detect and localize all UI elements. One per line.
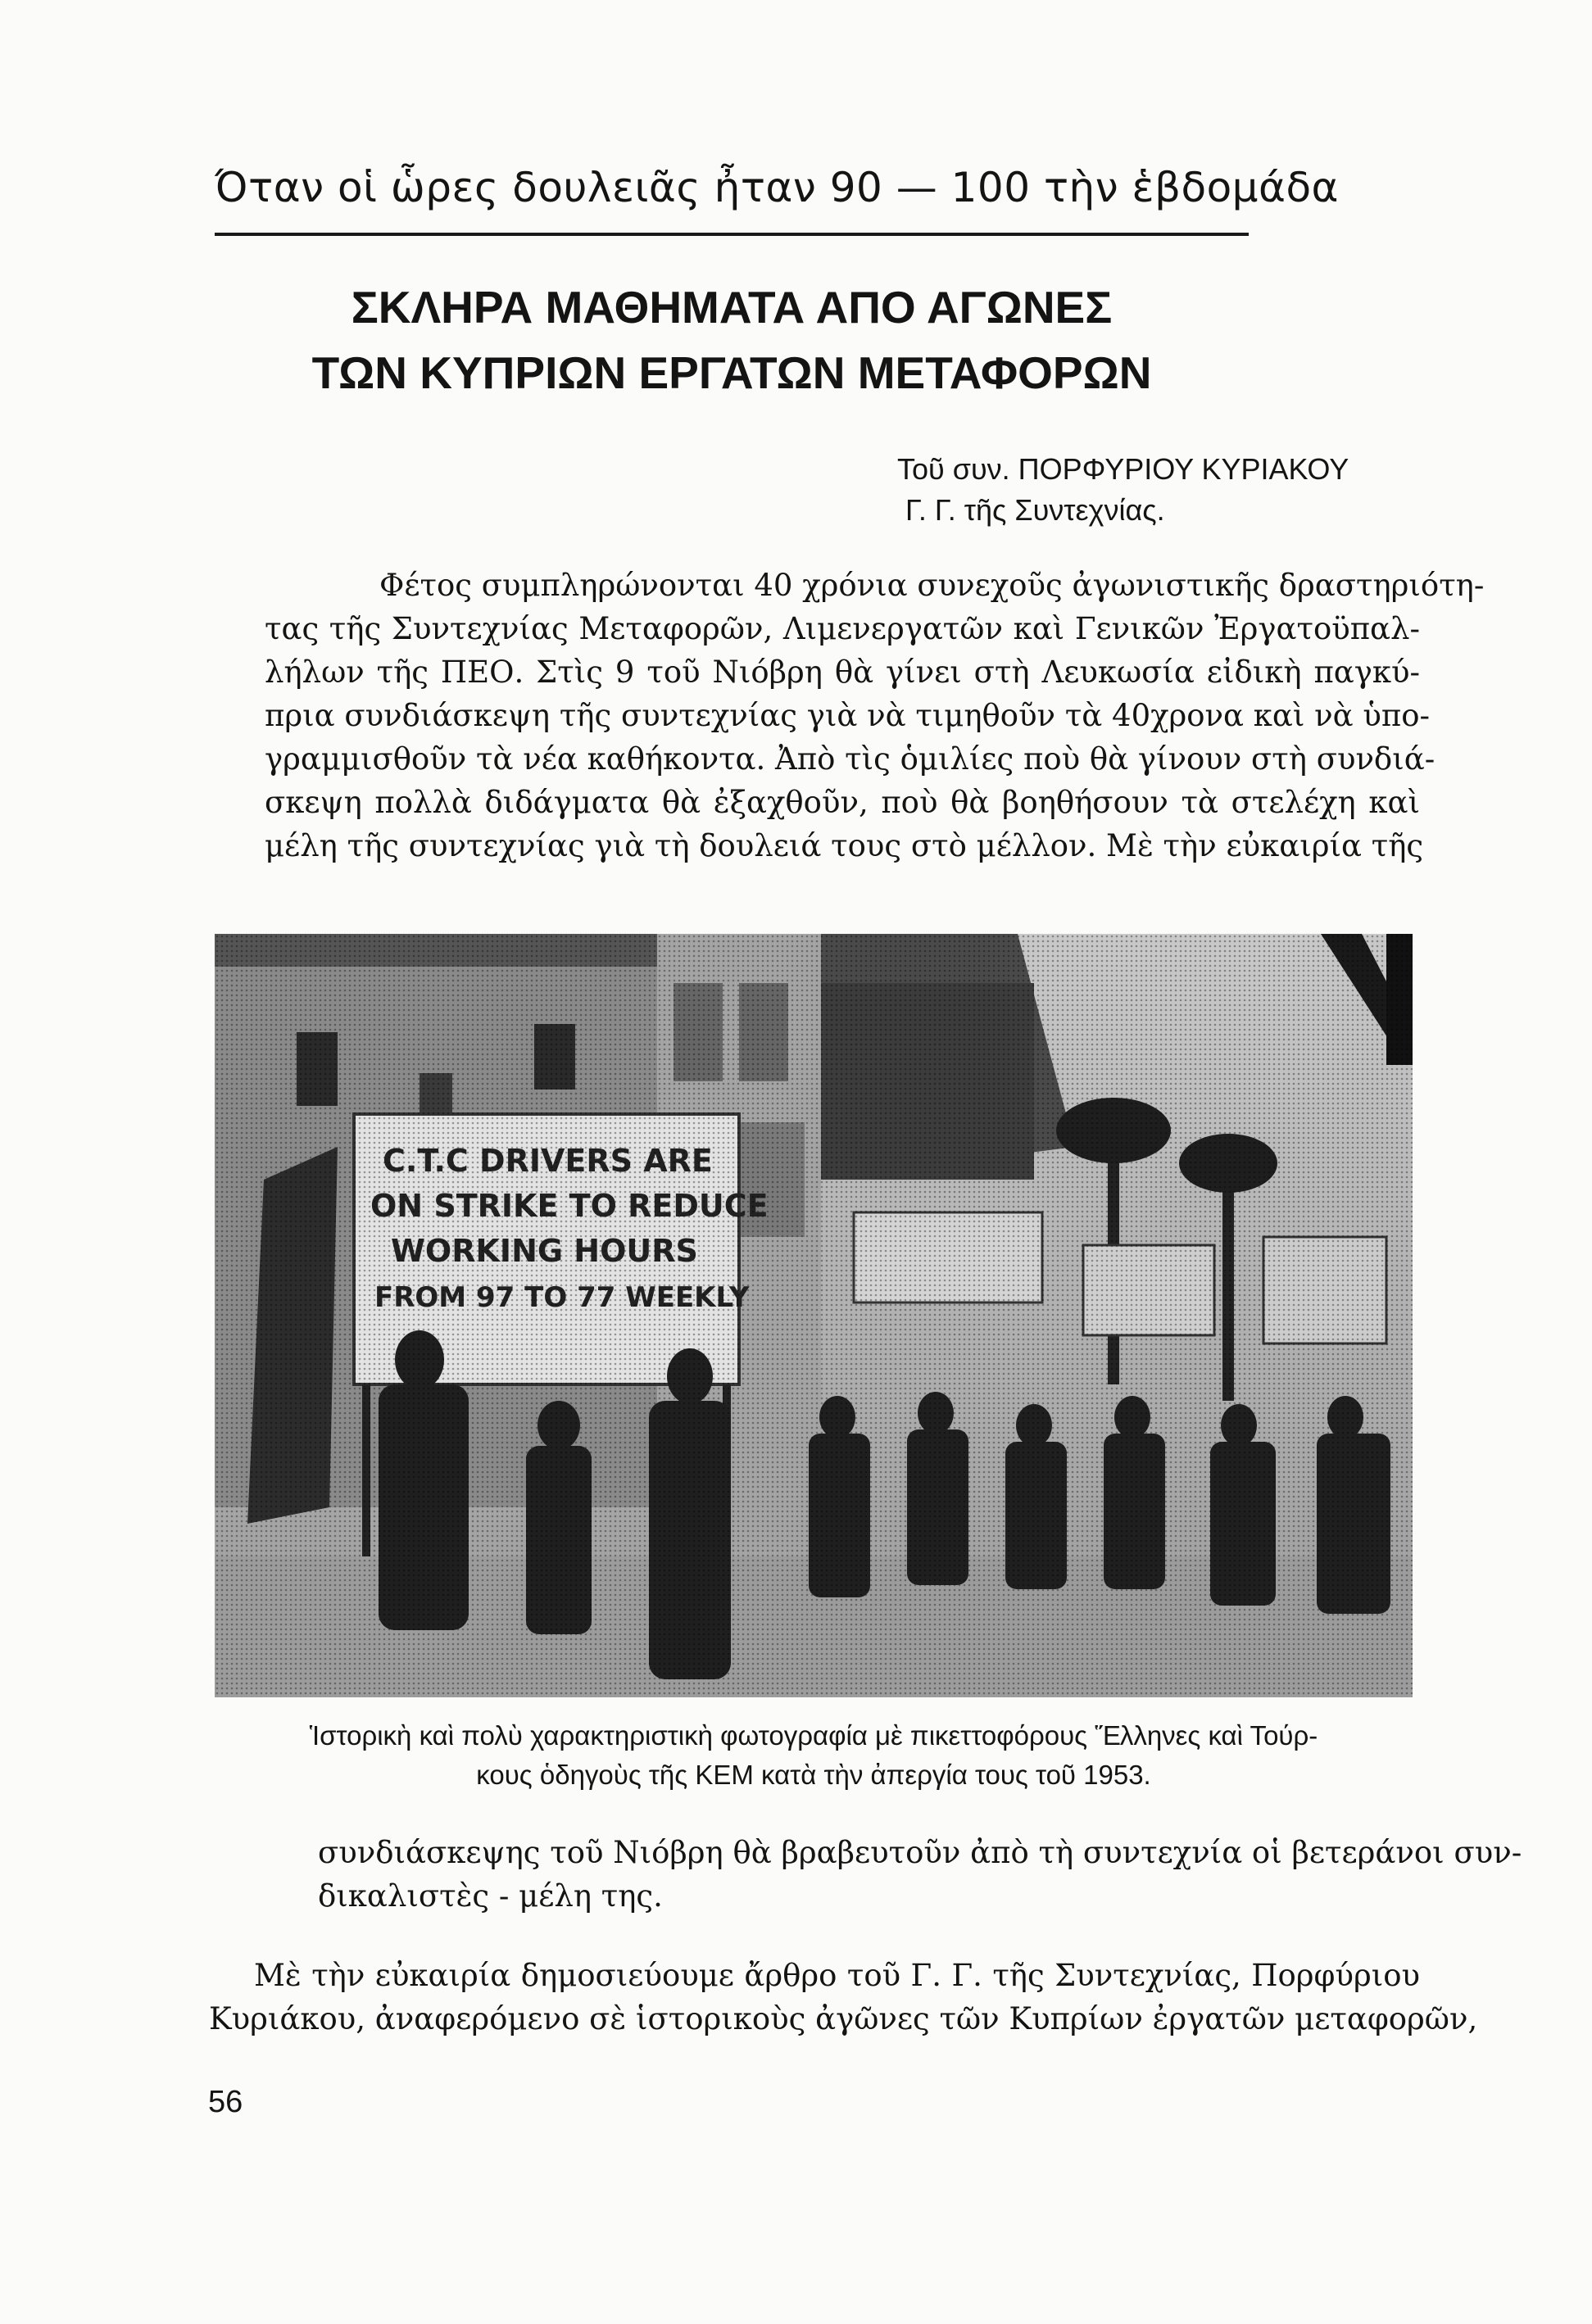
paragraph-intro (265, 564, 1485, 868)
paragraph-line: γραμμισθοῦν τὰ νέα καθήκοντα. Ἀπὸ τὶς ὁμιλίες ποὺ θὰ γίνουν στὴ συνδιά- (265, 741, 1436, 777)
photo-caption (215, 1716, 1413, 1795)
paragraph-line: Μὲ τὴν εὐκαιρία δημοσιεύουμε ἄρθρο τοῦ Γ. Γ. τῆς Συντεχνίας, Πορφύριου (254, 1958, 1420, 1993)
running-head: Όταν οἱ ὧρες δουλειᾶς ἦταν 90 — 100 τὴν ἑβδομάδα (215, 164, 1339, 211)
paragraph-article-note (209, 1954, 1478, 2041)
paragraph-line: συνδιάσκεψης τοῦ Νιόβρη θὰ βραβευτοῦν ἀπὸ τὴ συντεχνία οἱ βετεράνοι συν- (318, 1835, 1522, 1870)
caption-line-2: κους ὁδηγοὺς τῆς ΚΕΜ κατὰ τὴν ἀπεργία τους τοῦ 1953. (476, 1760, 1151, 1790)
byline-role: Γ. Γ. τῆς Συντεχνίας. (905, 493, 1165, 527)
title-line-2: ΤΩΝ ΚΥΠΡΙΩΝ ΕΡΓΑΤΩΝ ΜΕΤΑΦΟΡΩΝ (311, 347, 1152, 398)
paragraph-line: μέλη τῆς συντεχνίας γιὰ τὴ δουλειά τους στὸ μέλλον. Μὲ τὴν εὐκαιρία τῆς (265, 828, 1424, 863)
byline-author: Τοῦ συν. ΠΟΡΦΥΡΙΟΥ ΚΥΡΙΑΚΟΥ (897, 452, 1349, 486)
photo-illustration (215, 934, 1413, 1697)
paragraph-conference (318, 1831, 1522, 1918)
paragraph-line: Φέτος συμπληρώνονται 40 χρόνια συνεχοῦς ἀγωνιστικῆς δραστηριότη- (379, 568, 1485, 603)
article-title (215, 274, 1249, 405)
paragraph-line: δικαλιστὲς - μέλη της. (318, 1878, 663, 1914)
paragraph-line: τας τῆς Συντεχνίας Μεταφορῶν, Λιμενεργατῶν καὶ Γενικῶν Ἐργατοϋπαλ- (265, 611, 1420, 646)
paragraph-line: σκεψη πολλὰ διδάγματα θὰ ἐξαχθοῦν, ποὺ θὰ βοηθήσουν τὰ στελέχη καὶ (265, 785, 1420, 820)
paragraph-line: πρια συνδιάσκεψη τῆς συντεχνίας γιὰ νὰ τιμηθοῦν τὰ 40χρονα καὶ νὰ ὑπο- (265, 698, 1431, 733)
page-number: 56 (208, 2085, 243, 2119)
paragraph-line: Κυριάκου, ἀναφερόμενο σὲ ἱστορικοὺς ἀγῶνες τῶν Κυπρίων ἐργατῶν μεταφορῶν, (209, 2001, 1478, 2036)
title-line-1: ΣΚΛΗΡΑ ΜΑΘΗΜΑΤΑ ΑΠΟ ΑΓΩΝΕΣ (351, 282, 1113, 333)
paragraph-line: λήλων τῆς ΠΕΟ. Στὶς 9 τοῦ Νιόβρη θὰ γίνει στὴ Λευκωσία εἰδικὴ παγκύ- (265, 655, 1420, 690)
header-rule (215, 233, 1249, 236)
byline (897, 449, 1430, 531)
strike-photograph (215, 934, 1413, 1697)
caption-line-1: Ἱστορικὴ καὶ πολὺ χαρακτηριστικὴ φωτογραφία μὲ πικεττοφόρους Ἕλληνες καὶ Τούρ- (309, 1720, 1318, 1751)
